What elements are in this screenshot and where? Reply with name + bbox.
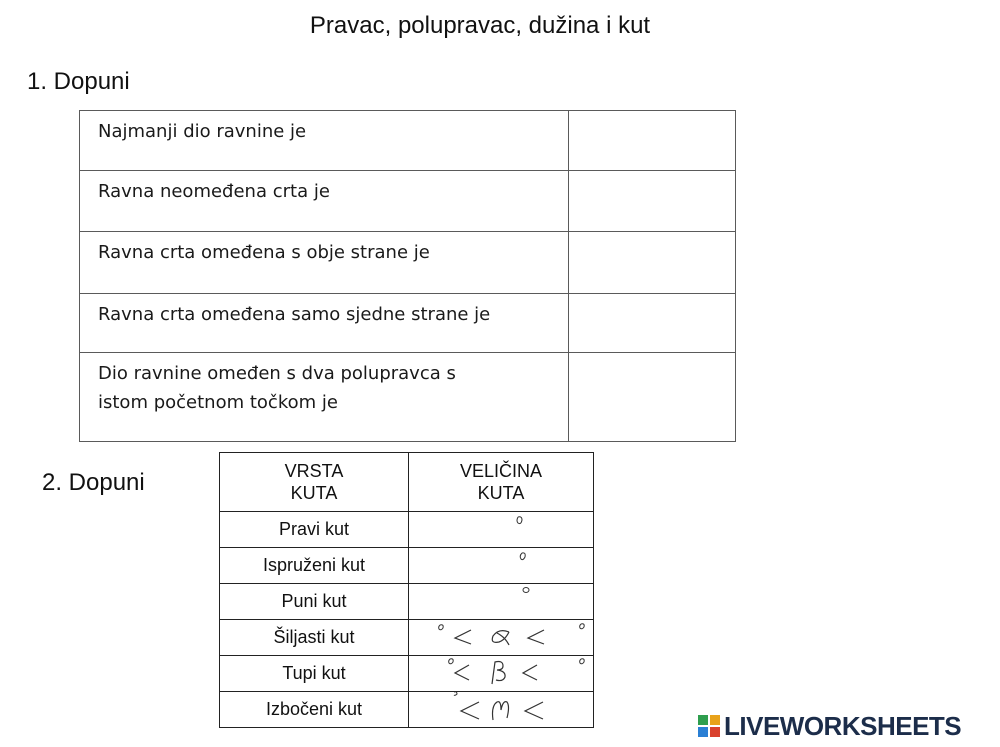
question-text: Ravna crta omeđena samo sjedne strane je: [98, 304, 491, 325]
question-cell: [80, 353, 569, 442]
question-text: Dio ravnine omeđen s dva polupravca s: [98, 363, 456, 384]
question-text: istom početnom točkom je: [98, 392, 338, 413]
header-text: VRSTA: [284, 461, 344, 481]
header-text: KUTA: [477, 483, 525, 503]
answer-cell[interactable]: [409, 584, 594, 620]
question-cell: [80, 111, 569, 171]
answer-cell[interactable]: [409, 620, 594, 656]
angle-kind: Puni kut: [220, 584, 409, 620]
logo-text: LIVEWORKSHEETS: [724, 710, 962, 741]
answer-cell[interactable]: [569, 294, 736, 353]
beta-angle-mark: [409, 656, 593, 691]
answer-cell[interactable]: [569, 111, 736, 171]
section-2-label: 2. Dopuni: [42, 469, 145, 496]
header-text: VELIČINA: [459, 461, 543, 481]
section-1-label: 1. Dopuni: [27, 68, 130, 95]
angle-types-table: [219, 452, 594, 728]
answer-cell[interactable]: [569, 232, 736, 294]
question-cell: [80, 171, 569, 232]
definitions-table: [79, 110, 736, 442]
angle-kind: Šiljasti kut: [220, 620, 409, 656]
table-row: [220, 584, 594, 620]
header-text: KUTA: [290, 483, 338, 503]
table-row: [220, 620, 594, 656]
table-row: [80, 353, 736, 442]
degree-mark: [409, 548, 593, 583]
answer-cell[interactable]: [569, 171, 736, 232]
question-text: Najmanji dio ravnine je: [98, 121, 307, 142]
liveworksheets-logo: [698, 711, 961, 741]
answer-cell[interactable]: [409, 656, 594, 692]
table-row: [80, 171, 736, 232]
angle-kind: Tupi kut: [220, 656, 409, 692]
answer-cell[interactable]: [409, 548, 594, 584]
table-row: [80, 294, 736, 353]
question-text: Ravna neomeđena crta je: [98, 181, 330, 202]
table-header-row: [220, 453, 594, 512]
question-text: Ravna crta omeđena s obje strane je: [98, 242, 430, 263]
question-cell: [80, 232, 569, 294]
header-kind: [220, 453, 409, 512]
answer-cell[interactable]: [569, 353, 736, 442]
table-row: [220, 512, 594, 548]
answer-cell[interactable]: [409, 692, 594, 728]
logo-mark-icon: [698, 715, 720, 737]
header-size: [409, 453, 594, 512]
table-row: [220, 548, 594, 584]
question-cell: [80, 294, 569, 353]
degree-mark: [409, 584, 593, 619]
page-title: Pravac, polupravac, dužina i kut: [309, 12, 651, 39]
degree-mark: [409, 512, 593, 547]
table-row: [220, 656, 594, 692]
angle-kind: Ispruženi kut: [220, 548, 409, 584]
table-row: [80, 232, 736, 294]
angle-kind: Pravi kut: [220, 512, 409, 548]
table-row: [80, 111, 736, 171]
angle-kind: Izbočeni kut: [220, 692, 409, 728]
answer-cell[interactable]: [409, 512, 594, 548]
alpha-angle-mark: [409, 620, 593, 655]
table-row: [220, 692, 594, 728]
gamma-angle-mark: [409, 692, 593, 727]
